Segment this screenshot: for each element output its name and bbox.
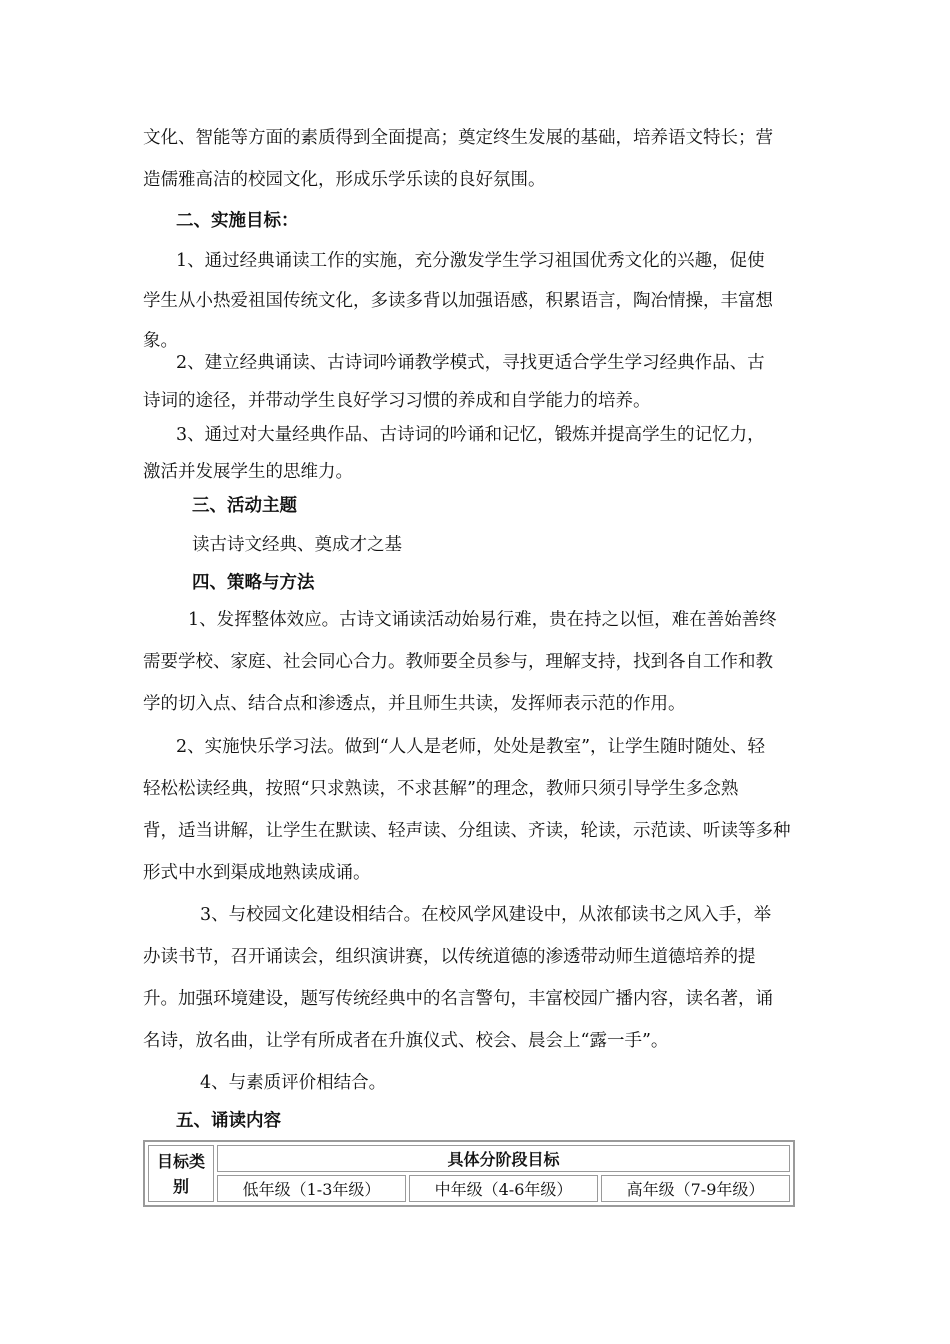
category-header-line: 目标类 [156, 1151, 205, 1171]
paragraph-line: 学生从小热爱祖国传统文化，多读多背以加强语感，积累语言，陶冶情操，丰富想 [143, 291, 773, 311]
paragraph-line: 激活并发展学生的思维力。 [143, 462, 353, 482]
section-heading: 五、诵读内容 [176, 1111, 281, 1131]
paragraph-line: 背，适当讲解，让学生在默读、轻声读、分组读、齐读，轮读，示范读、听读等多种 [143, 821, 791, 841]
paragraph-line: 学的切入点、结合点和渗透点，并且师生共读，发挥师表示范的作用。 [143, 694, 686, 714]
paragraph-line: 3、与校园文化建设相结合。在校风学风建设中，从浓郁读书之风入手，举 [200, 905, 772, 925]
paragraph-line: 1、通过经典诵读工作的实施，充分激发学生学习祖国优秀文化的兴趣，促使 [176, 251, 765, 271]
paragraph-line: 2、建立经典诵读、古诗词吟诵教学模式，寻找更适合学生学习经典作品、古 [176, 353, 765, 373]
paragraph-line: 诗词的途径，并带动学生良好学习习惯的养成和自学能力的培养。 [143, 391, 651, 411]
stage-goals-header: 具体分阶段目标 [217, 1145, 790, 1172]
stage-header-low: 低年级（1-3年级） [217, 1175, 406, 1202]
table-stage-row [148, 1175, 790, 1202]
paragraph-line: 4、与素质评价相结合。 [200, 1073, 387, 1093]
paragraph-line: 象。 [143, 331, 178, 351]
paragraph-line: 升。加强环境建设，题写传统经典中的名言警句，丰富校园广播内容，读名著，诵 [143, 989, 773, 1009]
paragraph-line: 2、实施快乐学习法。做到“人人是老师，处处是教室”，让学生随时随处、轻 [176, 737, 766, 757]
section-heading: 三、活动主题 [192, 496, 297, 516]
paragraph-line: 需要学校、家庭、社会同心合力。教师要全员参与，理解支持，找到各自工作和教 [143, 652, 773, 672]
paragraph-line: 轻松松读经典，按照“只求熟读，不求甚解”的理念，教师只须引导学生多念熟 [143, 779, 739, 799]
category-header-cell [148, 1145, 214, 1202]
paragraph-line: 名诗，放名曲，让学有所成者在升旗仪式、校会、晨会上“露一手”。 [143, 1031, 669, 1051]
stage-header-high: 高年级（7-9年级） [601, 1175, 790, 1202]
section-heading: 二、实施目标： [176, 211, 299, 231]
paragraph-line: 办读书节，召开诵读会，组织演讲赛，以传统道德的渗透带动师生道德培养的提 [143, 947, 756, 967]
paragraph-line: 读古诗文经典、奠成才之基 [192, 535, 402, 555]
category-header-line: 别 [172, 1176, 189, 1196]
paragraph-line: 形式中水到渠成地熟读成诵。 [143, 863, 371, 883]
paragraph-line: 文化、智能等方面的素质得到全面提高；奠定终生发展的基础，培养语文特长；营 [143, 128, 773, 148]
stage-header-middle: 中年级（4-6年级） [409, 1175, 598, 1202]
paragraph-line: 造儒雅高洁的校园文化，形成乐学乐读的良好氛围。 [143, 170, 546, 190]
paragraph-line: 1、发挥整体效应。古诗文诵读活动始易行难，贵在持之以恒，难在善始善终 [188, 610, 777, 630]
reading-goals-table [143, 1140, 795, 1207]
table-header-row [148, 1145, 790, 1172]
section-heading: 四、策略与方法 [192, 573, 315, 593]
paragraph-line: 3、通过对大量经典作品、古诗词的吟诵和记忆，锻炼并提高学生的记忆力， [176, 425, 765, 445]
